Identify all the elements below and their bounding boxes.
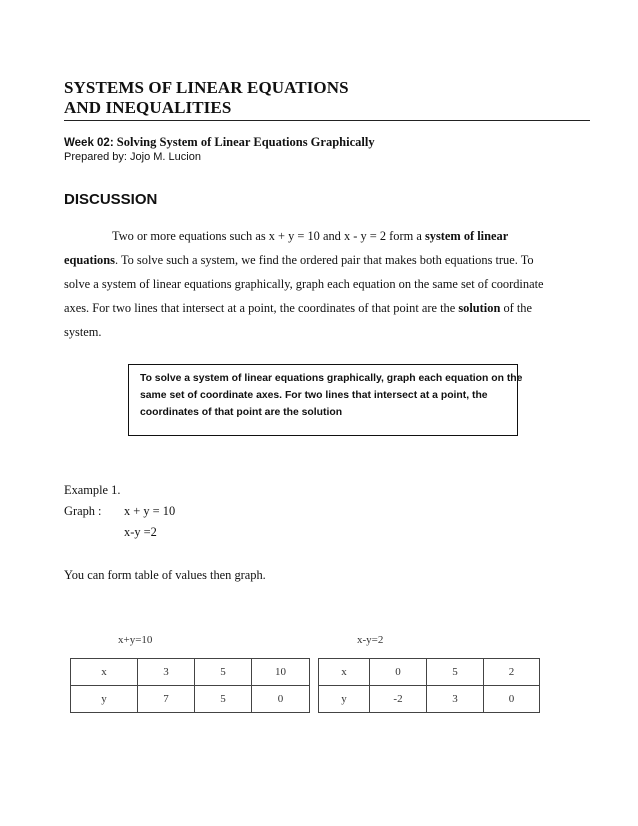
values-table-2 [318, 658, 540, 713]
week-heading [64, 134, 375, 151]
table-row [319, 659, 540, 686]
table-cell: 3 [427, 686, 484, 713]
text-run: of the [500, 301, 532, 315]
section-heading: DISCUSSION [64, 191, 158, 208]
paragraph-line: solve a system of linear equations graphically, graph each equation on the same set of coordinate [64, 277, 544, 291]
callout-text [140, 370, 523, 421]
table-cell: 0 [484, 686, 540, 713]
values-table-1 [70, 658, 310, 713]
table-cell: x [71, 659, 138, 686]
table-cell: 0 [252, 686, 310, 713]
callout-line: same set of coordinate axes. For two lines that intersect at a point, the [140, 390, 488, 401]
example-title: Example 1. [64, 483, 121, 497]
title-line-2: AND INEQUALITIES [64, 98, 232, 117]
table-cell: x [319, 659, 370, 686]
document-title [64, 78, 349, 118]
text-run: . To solve such a system, we find the ordered pair that makes both equations true. To [114, 253, 534, 267]
paragraph-line [64, 224, 574, 248]
text-run: Two or more equations such as x + y = 10 and x - y = 2 form a [112, 229, 425, 243]
table-row [71, 686, 310, 713]
table-cell: 5 [195, 686, 252, 713]
example-equation-2: x-y =2 [124, 525, 157, 539]
table-row [71, 659, 310, 686]
paragraph-line [64, 248, 574, 272]
table-cell: 7 [138, 686, 195, 713]
title-divider [64, 120, 590, 121]
callout-line: coordinates of that point are the solution [140, 407, 343, 418]
table-cell: 3 [138, 659, 195, 686]
callout-line: To solve a system of linear equations graphically, graph each equation on the [140, 373, 523, 384]
table-cell: 10 [252, 659, 310, 686]
prepared-by: Prepared by: Jojo M. Lucion [64, 151, 201, 163]
discussion-paragraph [64, 224, 574, 344]
table-cell: y [71, 686, 138, 713]
table-row [319, 686, 540, 713]
week-label: Week 02: [64, 137, 114, 149]
table-cell: -2 [370, 686, 427, 713]
example-equation-1 [64, 501, 175, 522]
table-cell: 0 [370, 659, 427, 686]
bold-term: system of linear [424, 229, 509, 243]
bold-term: solution [458, 301, 501, 315]
table-cell: y [319, 686, 370, 713]
bold-term: equations [64, 253, 115, 267]
week-title: Solving System of Linear Equations Graphically [116, 135, 375, 149]
table-cell: 5 [195, 659, 252, 686]
paragraph-line [64, 296, 574, 320]
table-cell: 5 [427, 659, 484, 686]
text-run: axes. For two lines that intersect at a point, the coordinates of that point are the [64, 301, 459, 315]
equation: x + y = 10 [124, 504, 176, 518]
graph-label: Graph : [64, 504, 102, 518]
example-note: You can form table of values then graph. [64, 568, 266, 582]
table-2-label: x-y=2 [357, 634, 384, 646]
table-1-label: x+y=10 [118, 634, 153, 646]
callout-box [128, 364, 523, 436]
example-block [64, 480, 175, 543]
paragraph-line: system. [64, 325, 102, 339]
table-cell: 2 [484, 659, 540, 686]
title-line-1: SYSTEMS OF LINEAR EQUATIONS [64, 78, 349, 97]
